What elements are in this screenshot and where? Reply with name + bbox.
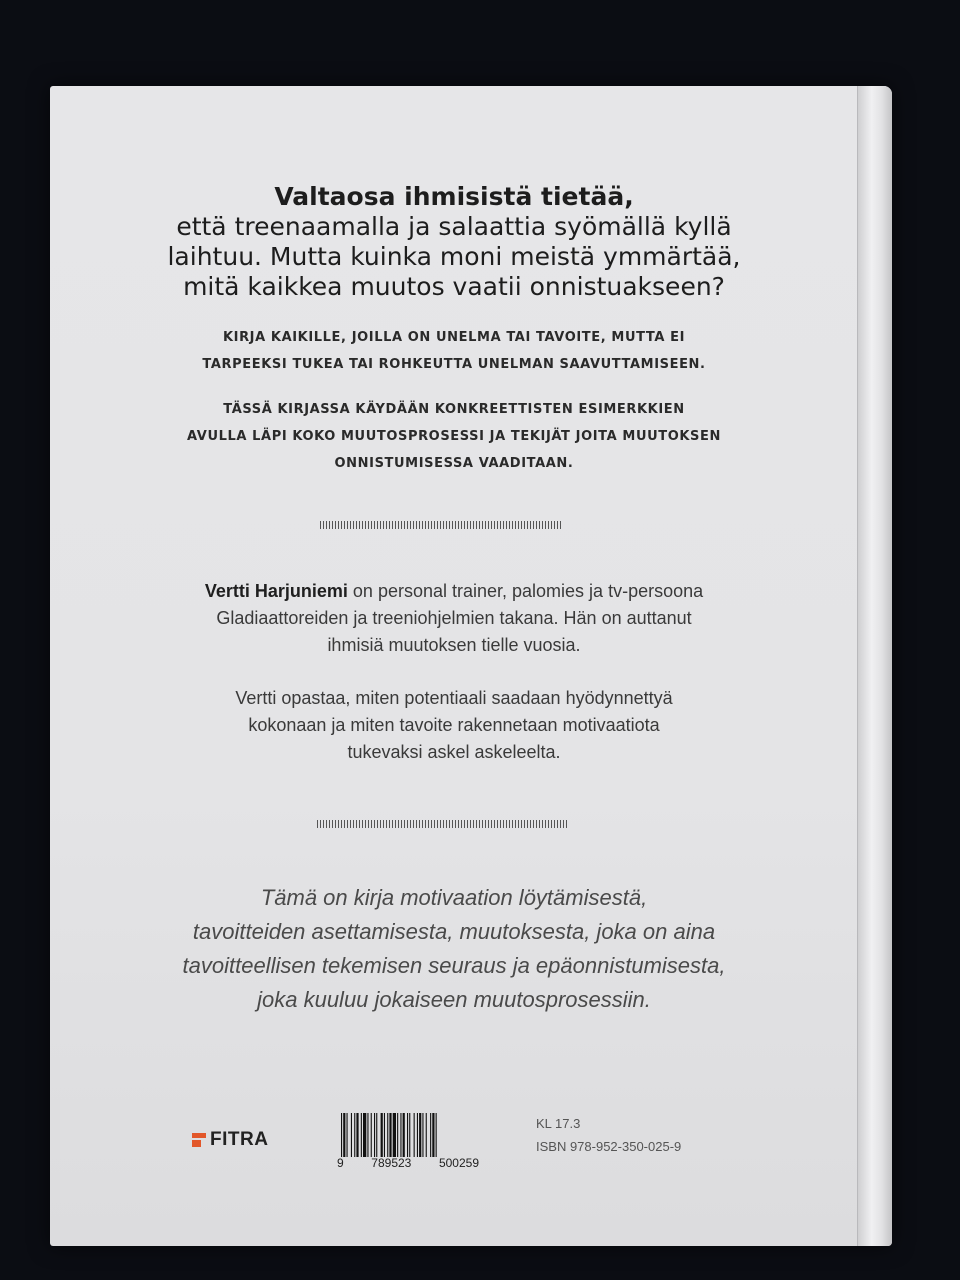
barcode-bar (376, 1113, 377, 1157)
barcode-digits-right: 500259 (438, 1156, 479, 1170)
quote-line: tavoitteellisen tekemisen seuraus ja epäonnistumisesta, (182, 953, 726, 978)
headline-line: mitä kaikkea muutos vaatii onnistuakseen? (183, 272, 725, 301)
author-bio (50, 578, 858, 659)
bio-line-rest: on personal trainer, palomies ja tv-persoona (347, 581, 704, 601)
description-line: Vertti opastaa, miten potentiaali saadaan hyödynnettyä (235, 688, 673, 708)
barcode-bar (361, 1113, 362, 1157)
intro-paragraph-2 (50, 396, 858, 477)
barcode-bars (335, 1113, 481, 1157)
headline-line: että treenaamalla ja salaattia syömällä kyllä (176, 212, 732, 241)
quote-line: joka kuuluu jokaiseen muutosprosessiin. (257, 987, 651, 1012)
barcode-bar (381, 1113, 383, 1157)
barcode-number (335, 1156, 481, 1170)
barcode-bar (351, 1113, 352, 1157)
caps-line: AVULLA LÄPI KOKO MUUTOSPROSESSI JA TEKIJÄT JOITA MUUTOKSEN (187, 429, 721, 444)
divider-line (317, 820, 567, 828)
caps-line: TÄSSÄ KIRJASSA KÄYDÄÄN KONKREETTISTEN ESIMERKKIEN (223, 402, 685, 417)
publisher-logo (192, 1129, 268, 1151)
barcode-bar (371, 1113, 372, 1157)
barcode-bar (422, 1113, 423, 1157)
book-spine (857, 86, 892, 1246)
bio-line: Gladiaattoreiden ja treeniohjelmien takana. Hän on auttanut (216, 608, 692, 628)
barcode-bar (414, 1113, 415, 1157)
quote-line: Tämä on kirja motivaation löytämisestä, (260, 885, 648, 910)
barcode-bar (347, 1113, 348, 1157)
barcode-bar (397, 1113, 398, 1157)
caps-line: ONNISTUMISESSA VAADITAAN. (334, 456, 574, 471)
headline-line: laihtuu. Mutta kuinka moni meistä ymmärtää, (167, 242, 741, 271)
bio-line: ihmisiä muutoksen tielle vuosia. (327, 635, 581, 655)
classification-code: KL 17.3 (536, 1116, 581, 1131)
barcode-bar (384, 1113, 385, 1157)
barcode-bar (426, 1113, 427, 1157)
barcode-bar (374, 1113, 375, 1157)
fitra-logo-icon (192, 1133, 206, 1147)
barcode-bar (409, 1113, 410, 1157)
barcode-bar (387, 1113, 388, 1157)
barcode (335, 1113, 481, 1170)
barcode-bar (341, 1113, 342, 1157)
headline-line: Valtaosa ihmisistä tietää, (274, 182, 634, 211)
book-back-cover (50, 86, 892, 1246)
barcode-bar (367, 1113, 368, 1157)
barcode-bar (417, 1113, 418, 1157)
barcode-bar (393, 1113, 396, 1157)
barcode-bar (400, 1113, 401, 1157)
bio-line (50, 578, 858, 605)
barcode-digits-mid: 789523 (371, 1156, 412, 1170)
barcode-bar (419, 1113, 421, 1157)
barcode-bar (363, 1113, 366, 1157)
barcode-bar (436, 1113, 437, 1157)
isbn: ISBN 978-952-350-025-9 (536, 1139, 682, 1154)
divider-line (320, 521, 562, 529)
barcode-bar (354, 1113, 355, 1157)
headline (50, 182, 858, 302)
intro-paragraph-1 (50, 324, 858, 378)
barcode-bar (389, 1113, 391, 1157)
caps-line: TARPEEKSI TUKEA TAI ROHKEUTTA UNELMAN SAAVUTTAMISEEN. (202, 357, 706, 372)
barcode-bar (430, 1113, 431, 1157)
barcode-bar (356, 1113, 358, 1157)
barcode-bar (432, 1113, 434, 1157)
barcode-bar (407, 1113, 408, 1157)
author-name: Vertti Harjuniemi (204, 581, 348, 601)
barcode-bar (343, 1113, 345, 1157)
barcode-bar (403, 1113, 405, 1157)
quote (50, 881, 858, 1017)
quote-line: tavoitteiden asettamisesta, muutoksesta, joka on aina (192, 919, 716, 944)
description-line: kokonaan ja miten tavoite rakennetaan motivaatiota (248, 715, 660, 735)
book-description (50, 685, 858, 766)
barcode-digits-left: 9 (337, 1156, 344, 1170)
publisher-name: FITRA (210, 1129, 269, 1150)
description-line: tukevaksi askel askeleelta. (347, 742, 561, 762)
caps-line: KIRJA KAIKILLE, JOILLA ON UNELMA TAI TAVOITE, MUTTA EI (222, 330, 686, 345)
